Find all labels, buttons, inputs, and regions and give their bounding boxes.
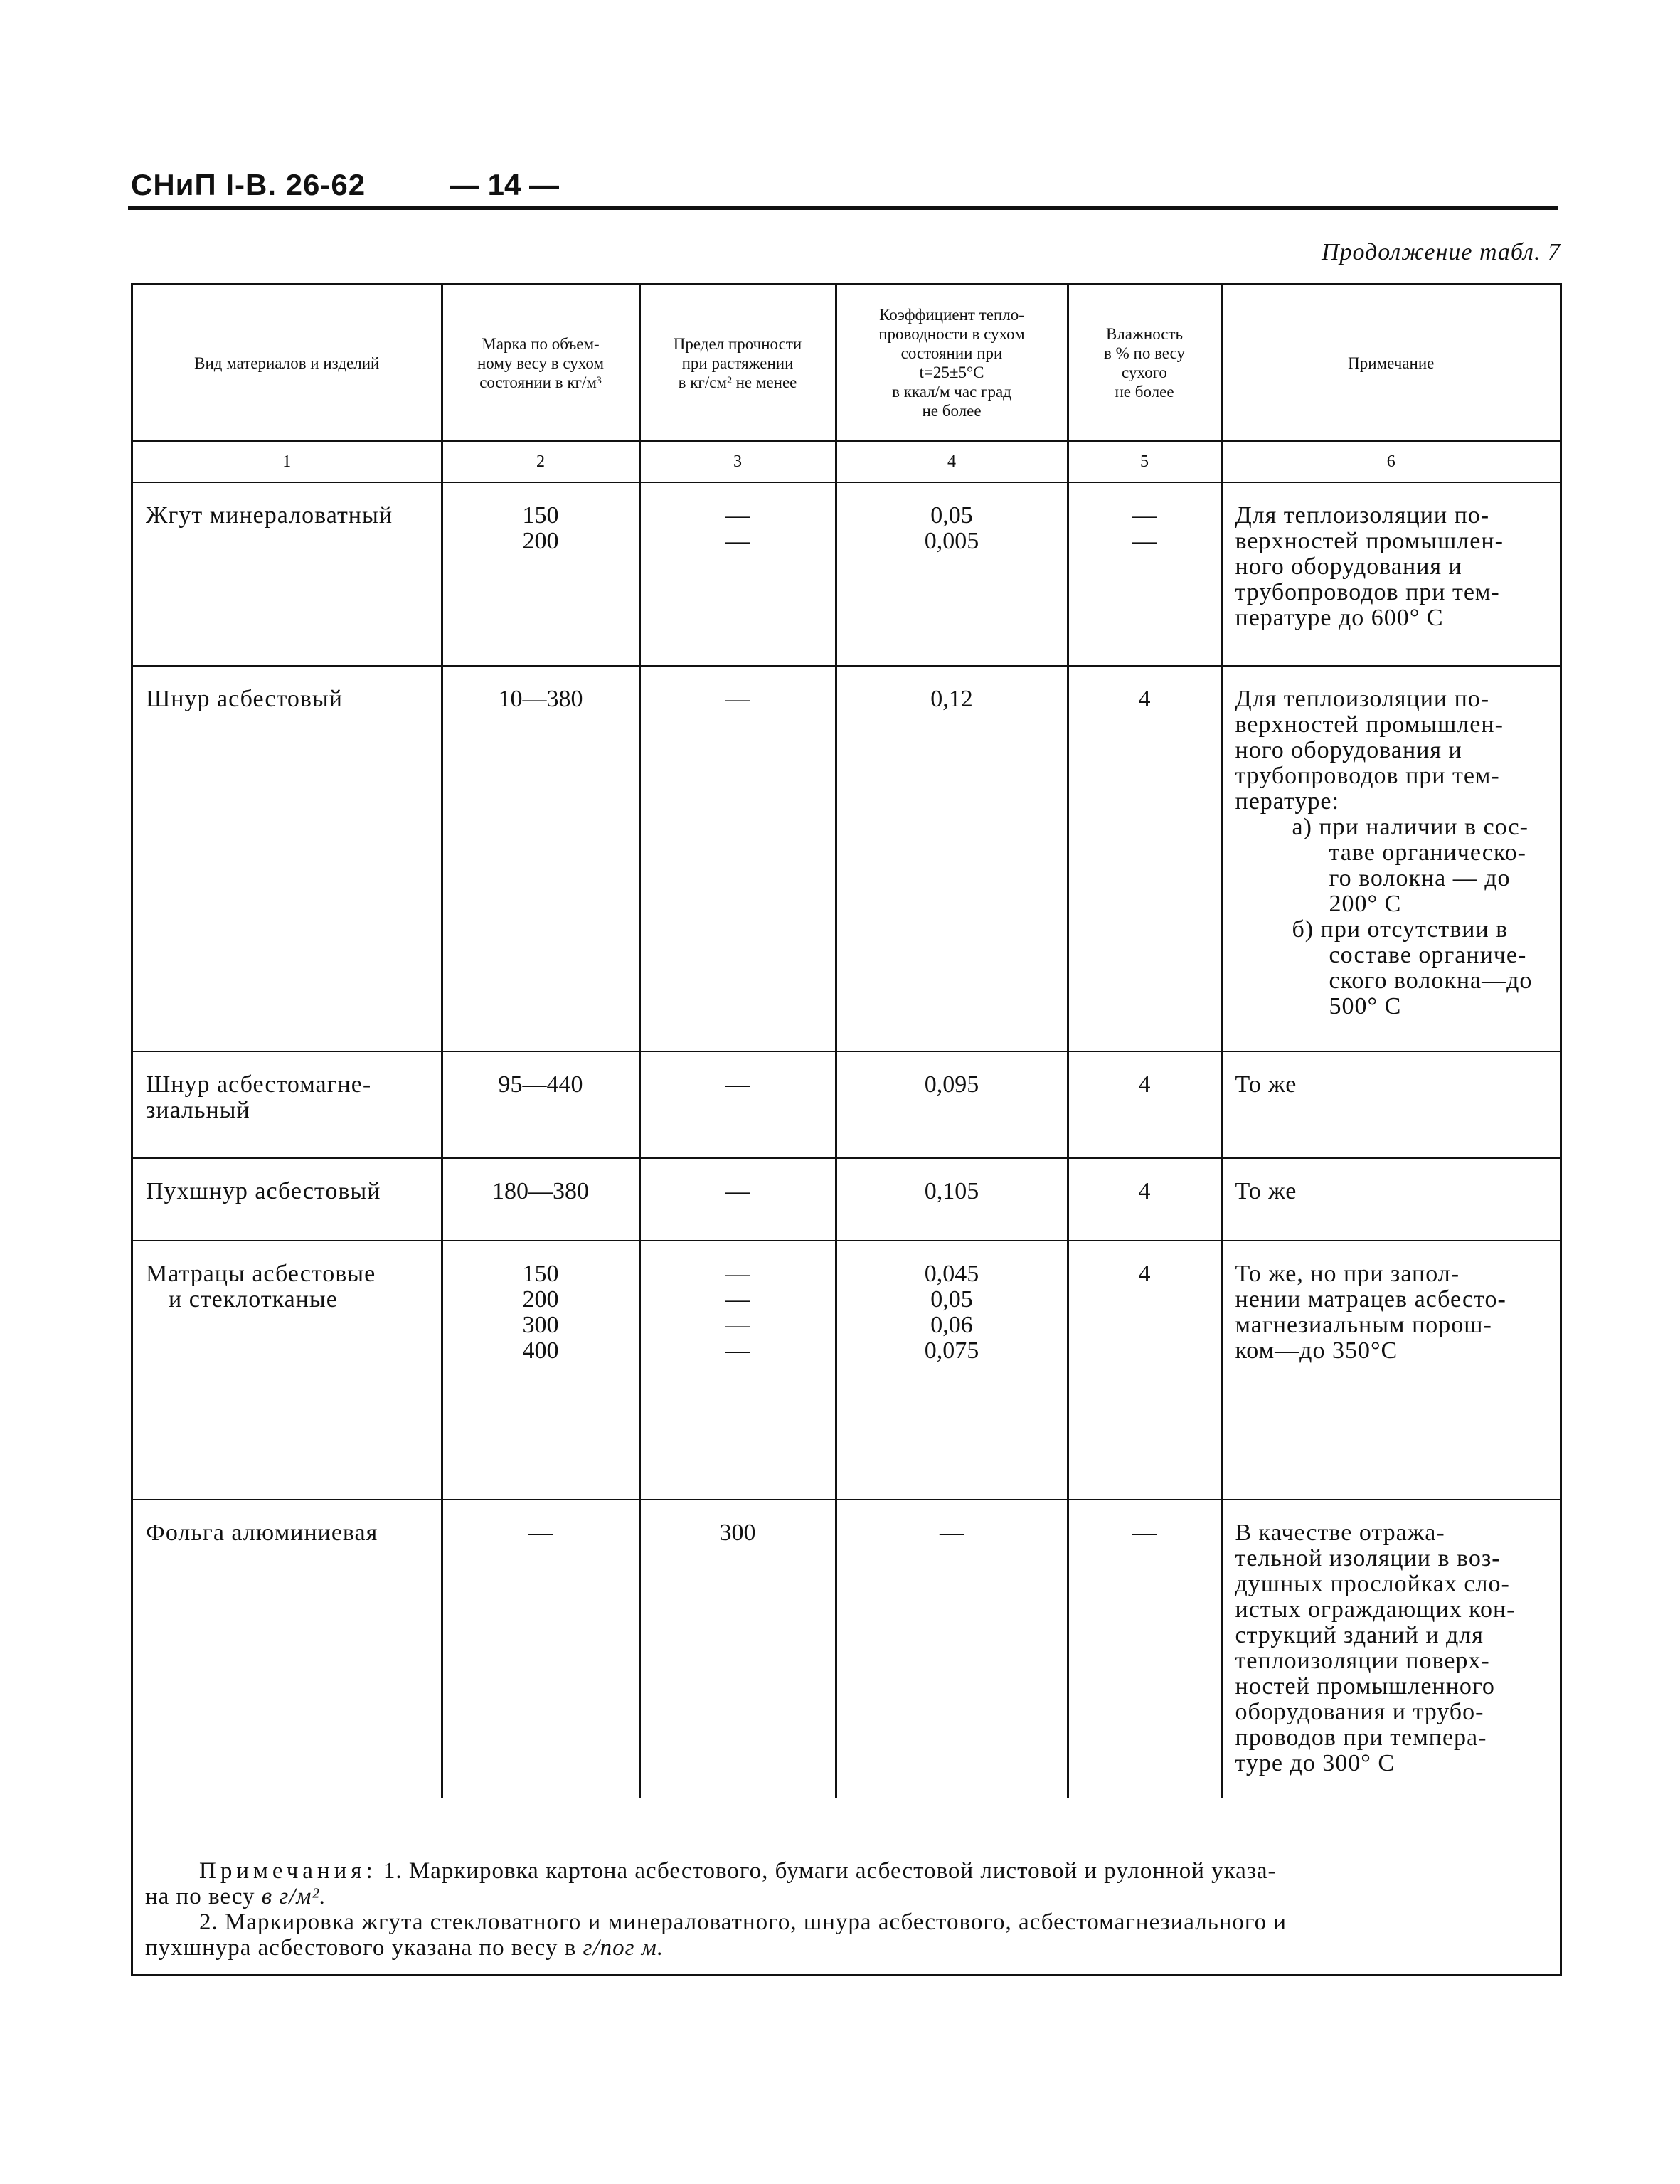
column-header-note: Примечание [1221, 285, 1560, 441]
table-row [133, 482, 1560, 666]
column-number-row [133, 441, 1560, 482]
notes-label: Примечания: [199, 1858, 377, 1884]
conductivity-cell: — [836, 1500, 1068, 1798]
strength-cell: 300 [639, 1500, 836, 1798]
mark-cell: 180—380 [442, 1158, 639, 1241]
table-row [133, 1158, 1560, 1241]
table-row [133, 666, 1560, 1051]
table-row [133, 1500, 1560, 1798]
mark-cell: 150 200 [442, 482, 639, 666]
material-name: Матрацы асбестовые и стеклотканые [133, 1241, 442, 1500]
table-row [133, 1241, 1560, 1500]
mark-cell: 10—380 [442, 666, 639, 1051]
column-header-mark: Марка по объем- ному весу в сухом состоянии в кг/м³ [442, 285, 639, 441]
materials-table-grid [133, 285, 1560, 1798]
humidity-cell: — — [1068, 482, 1221, 666]
conductivity-cell: 0,045 0,05 0,06 0,075 [836, 1241, 1068, 1500]
note-cell: Для теплоизоляции по- верхностей промышлен- ного оборудования и трубопроводов при тем- пературе: а) при наличии в сос- таве органическо- го волокна — до 200° С б) при отсутствии в составе органиче- ского волокна—до 500° С [1221, 666, 1560, 1051]
materials-table [131, 283, 1562, 1976]
strength-cell: — [639, 666, 836, 1051]
strength-cell: — [639, 1051, 836, 1158]
strength-cell: — — [639, 482, 836, 666]
table-notes [145, 1858, 1539, 1961]
column-header-strength: Предел прочности при растяжении в кг/см² не менее [639, 285, 836, 441]
table-continuation-caption: Продолжение табл. 7 [1321, 239, 1561, 265]
note-1 [145, 1858, 1539, 1884]
conductivity-cell: 0,095 [836, 1051, 1068, 1158]
material-name: Пухшнур асбестовый [133, 1158, 442, 1241]
conductivity-cell: 0,05 0,005 [836, 482, 1068, 666]
mark-cell: — [442, 1500, 639, 1798]
humidity-cell: — [1068, 1500, 1221, 1798]
note-1-text: 1. Маркировка картона асбестового, бумаги асбестовой листовой и рулонной указа- [383, 1858, 1277, 1884]
material-name: Фольга алюминиевая [146, 1520, 378, 1546]
document-code: СНиП I-В. 26-62 [131, 168, 366, 201]
note-2: 2. Маркировка жгута стекловатного и минераловатного, шнура асбестового, асбестомагнезиального и [199, 1909, 1287, 1935]
note-cell: Для теплоизоляции по- верхностей промышлен- ного оборудования и трубопроводов при тем- пературе до 600° С [1221, 482, 1560, 666]
column-number: 5 [1068, 441, 1221, 482]
column-number: 2 [442, 441, 639, 482]
conductivity-cell: 0,105 [836, 1158, 1068, 1241]
column-number: 4 [836, 441, 1068, 482]
material-name: Жгут минераловатный [133, 482, 442, 666]
conductivity-cell: 0,12 [836, 666, 1068, 1051]
header-divider [128, 206, 1558, 210]
table-row [133, 1051, 1560, 1158]
note-1-continuation: на по весу в г/м². [145, 1884, 326, 1909]
column-header-humidity: Влажность в % по весу сухого не более [1068, 285, 1221, 441]
column-header-conductivity: Коэффициент тепло- проводности в сухом состоянии при t=25±5°С в ккал/м час град не более [836, 285, 1068, 441]
humidity-cell: 4 [1068, 666, 1221, 1051]
note-cell: То же [1221, 1051, 1560, 1158]
mark-cell: 150 200 300 400 [442, 1241, 639, 1500]
material-name: Шнур асбестомагне- зиальный [133, 1051, 442, 1158]
humidity-cell: 4 [1068, 1051, 1221, 1158]
column-header-material: Вид материалов и изделий [194, 354, 380, 372]
strength-cell: — — — — [639, 1241, 836, 1500]
note-cell: То же, но при запол- нении матрацев асбесто- магнезиальным порош- ком—до 350°С [1221, 1241, 1560, 1500]
mark-cell: 95—440 [442, 1051, 639, 1158]
column-number: 6 [1221, 441, 1560, 482]
column-number: 1 [133, 441, 442, 482]
note-cell: В качестве отража- тельной изоляции в воз- душных прослойках сло- истых ограждающих кон- струкций зданий и для теплоизоляции поверх- ностей промышленного оборудования и трубо- проводов при темпера- туре до 300° С [1221, 1500, 1560, 1798]
humidity-cell: 4 [1068, 1158, 1221, 1241]
note-2-continuation: пухшнура асбестового указана по весу в г/пог м. [145, 1935, 664, 1961]
strength-cell: — [639, 1158, 836, 1241]
page-header [131, 168, 1556, 211]
material-name: Шнур асбестовый [133, 666, 442, 1051]
humidity-cell: 4 [1068, 1241, 1221, 1500]
column-number: 3 [639, 441, 836, 482]
note-cell: То же [1221, 1158, 1560, 1241]
page-number: — 14 — [449, 168, 560, 201]
